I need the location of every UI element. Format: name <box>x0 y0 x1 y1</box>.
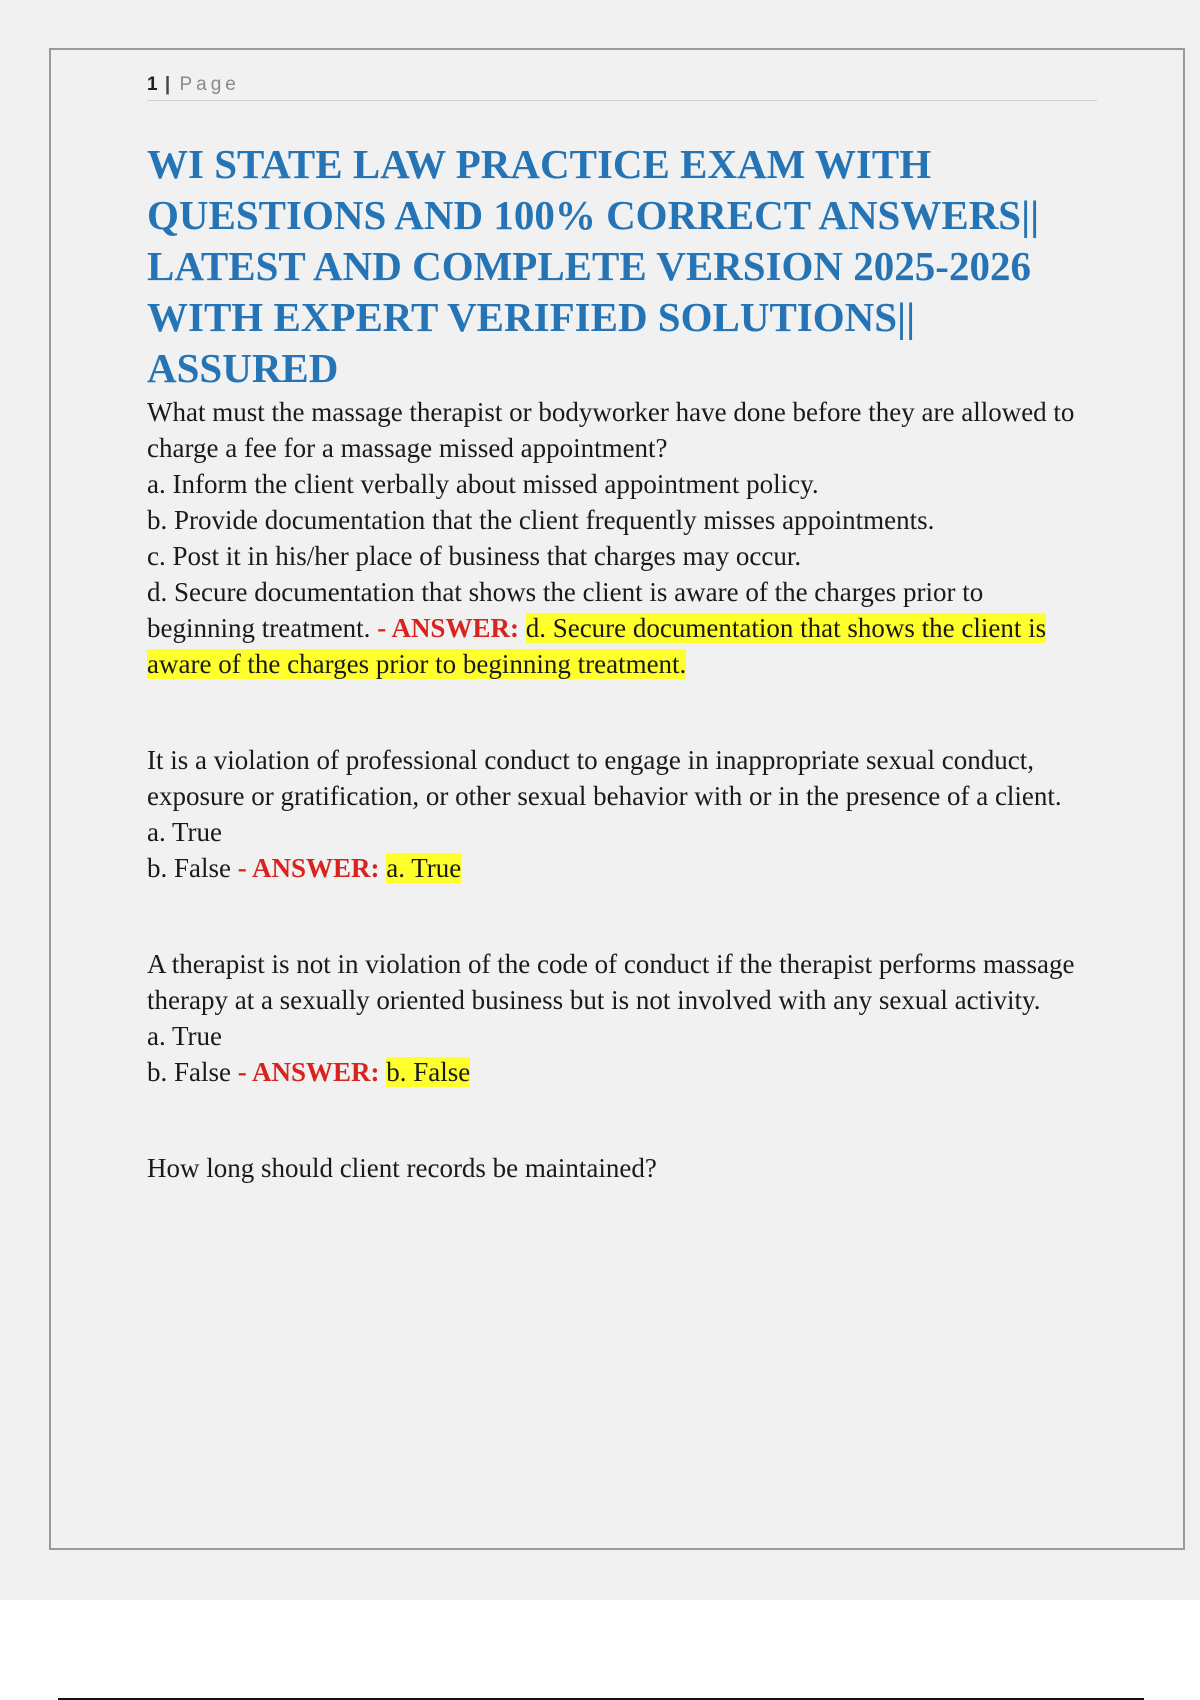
page-header-separator: | <box>164 74 171 95</box>
option-a: a. True <box>147 817 223 847</box>
question-text: A therapist is not in violation of the code of conduct if the therapist performs massage therapy at a sexually oriented business but is not involved with any sexual activity. <box>147 949 1075 1015</box>
option-d-with-answer <box>147 574 1097 682</box>
option-b-with-answer <box>147 850 1097 886</box>
answer-label: - ANSWER: <box>231 1057 387 1087</box>
option-b: b. False <box>147 853 231 883</box>
question-text: It is a violation of professional conduct to engage in inappropriate sexual conduct, exposure or gratification, or other sexual behavior with or in the presence of a client. <box>147 745 1062 811</box>
page-header <box>147 70 1097 101</box>
answer-label: - ANSWER: <box>231 853 387 883</box>
question-3 <box>147 946 1097 1090</box>
question-4 <box>147 1150 1097 1186</box>
option-c: c. Post it in his/her place of business that charges may occur. <box>147 541 802 571</box>
answer-highlight: a. True <box>386 853 462 883</box>
page-content <box>147 70 1097 1186</box>
question-1 <box>147 394 1097 682</box>
question-spacer <box>147 1090 1097 1150</box>
answer-highlight: d. Secure documentation that shows the client is aware of the charges prior to beginning treatment. <box>147 613 1047 679</box>
option-a: a. True <box>147 1021 223 1051</box>
option-b: b. False <box>147 1057 231 1087</box>
document-title: WI STATE LAW PRACTICE EXAM WITH QUESTIONS AND 100% CORRECT ANSWERS|| LATEST AND COMPLETE VERSION 2025-2026 WITH EXPERT VERIFIED SOLUTIONS|| ASSURED <box>147 141 1040 391</box>
option-a: a. Inform the client verbally about missed appointment policy. <box>147 469 819 499</box>
question-text: How long should client records be maintained? <box>147 1153 657 1183</box>
page-number: 1 <box>147 74 158 95</box>
option-d: d. Secure documentation that shows the client is aware of the charges prior to beginning treatment. <box>147 577 984 643</box>
option-b-with-answer <box>147 1054 1097 1090</box>
page-word: Page <box>179 74 240 95</box>
answer-label: - ANSWER: <box>370 613 526 643</box>
document-page <box>49 48 1185 1550</box>
question-spacer <box>147 682 1097 742</box>
option-b: b. Provide documentation that the client frequently misses appointments. <box>147 505 935 535</box>
question-spacer <box>147 886 1097 946</box>
answer-highlight: b. False <box>386 1057 471 1087</box>
question-2 <box>147 742 1097 886</box>
question-text: What must the massage therapist or bodyworker have done before they are allowed to charge a fee for a massage missed appointment? <box>147 397 1075 463</box>
